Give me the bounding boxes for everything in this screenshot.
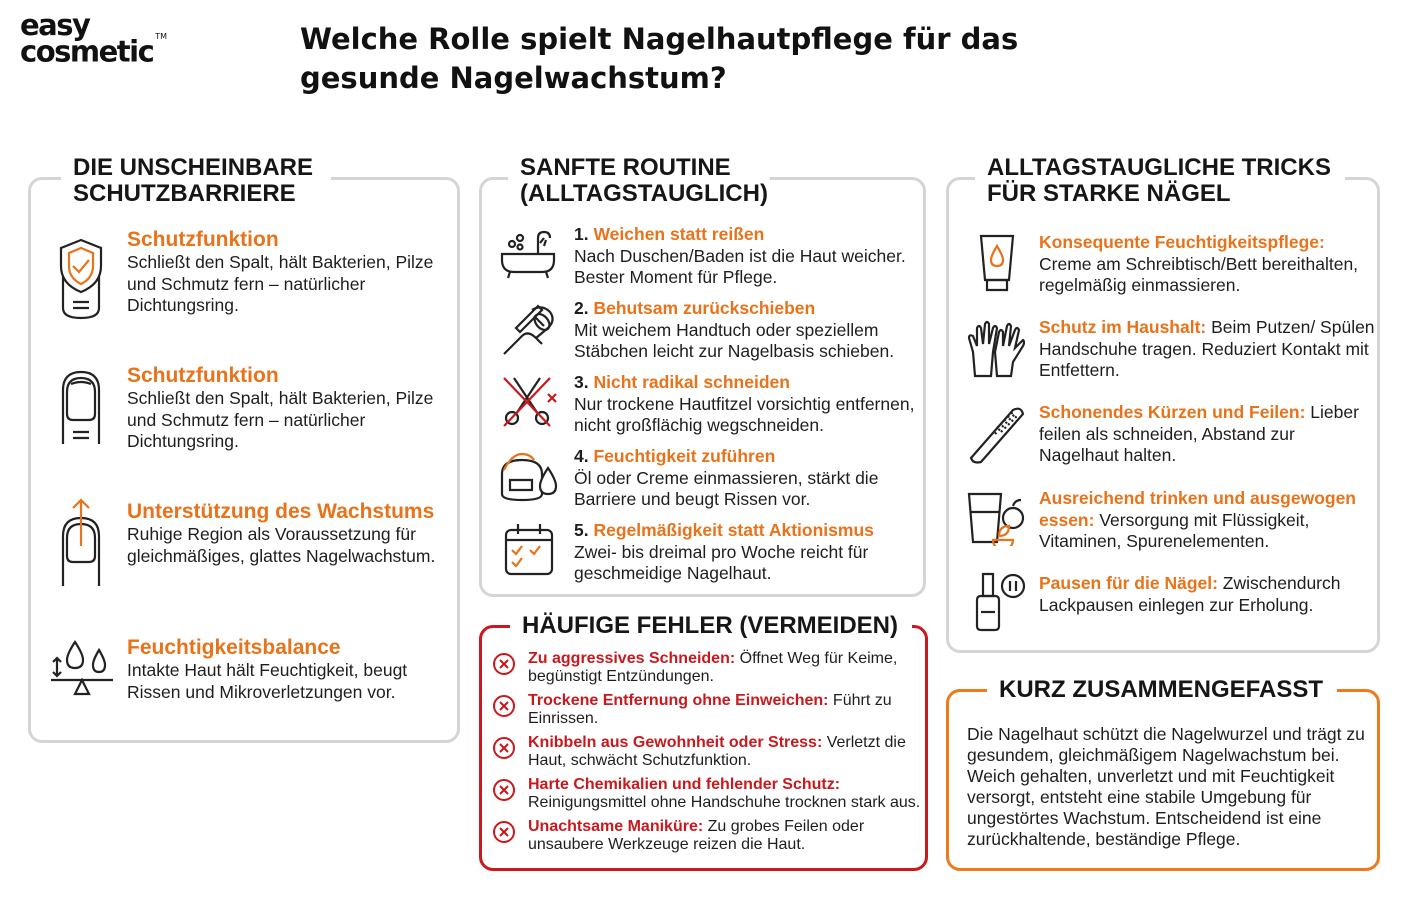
- tricks-heading: ALLTAGSTAUGLICHE TRICKS FÜR STARKE NÄGEL: [975, 155, 1345, 207]
- tricks-item-4-title: Ausreichend trinken und ausgewogen essen:: [1039, 488, 1356, 530]
- routine-step-5-text: Zwei- bis dreimal pro Woche reicht für geschmeidige Nagelhaut.: [574, 541, 869, 583]
- routine-step-2-text: Mit weichem Handtuch oder speziellem Stäbchen leicht zur Nagelbasis schieben.: [574, 319, 895, 361]
- polish-pause-icon: [969, 570, 1029, 632]
- easycosmetic-logo[interactable]: [20, 8, 168, 69]
- logo-trademark: TM: [155, 32, 168, 41]
- mistake-item-3-text: [528, 734, 928, 770]
- push-back-hand-icon: [498, 298, 558, 358]
- barrier-item-2-text: Schließt den Spalt, hält Bakterien, Pilze und Schmutz fern – natürlicher Dichtungsring.: [127, 388, 434, 451]
- summary-heading: KURZ ZUSAMMENGEFASST: [987, 677, 1337, 703]
- error-x-icon: [492, 820, 516, 844]
- mistake-item-3-title: Knibbeln aus Gewohnheit oder Stress:: [528, 734, 823, 751]
- routine-step-2-title: Behutsam zurückschieben: [593, 298, 816, 318]
- routine-step-5-number: 5.: [574, 520, 589, 540]
- mistake-item-1-text: [528, 650, 928, 686]
- calendar-check-icon: [502, 522, 556, 578]
- tricks-item-5-text: Zwischendurch Lackpausen einlegen zur Erholung.: [1039, 573, 1341, 615]
- tricks-item-2-text: Beim Putzen/ Spülen Handschuhe tragen. Reduziert Kontakt mit Entfettern.: [1039, 317, 1375, 380]
- nail-file-icon: [967, 404, 1027, 464]
- barrier-panel: [28, 154, 460, 743]
- cream-tube-icon: [977, 232, 1017, 294]
- fingertip-nail-icon: [53, 368, 109, 446]
- tricks-item-3: [1039, 402, 1379, 467]
- mistakes-panel: [479, 612, 928, 871]
- summary-panel: [946, 676, 1380, 871]
- tricks-item-1-text: Creme am Schreibtisch/Bett bereithalten, regelmäßig einmassieren.: [1039, 253, 1359, 295]
- tricks-item-4: [1039, 488, 1379, 553]
- routine-step-5-title: Regelmäßigkeit statt Aktionismus: [593, 520, 874, 540]
- barrier-item-1: [127, 228, 447, 317]
- crossed-scissors-icon: [500, 372, 560, 432]
- routine-step-3-number: 3.: [574, 372, 589, 392]
- mistake-item-5-title: Unachtsame Maniküre:: [528, 818, 704, 835]
- nail-growth-arrow-icon: [53, 496, 109, 588]
- tricks-item-1: [1039, 232, 1379, 297]
- routine-step-4-title: Feuchtigkeit zuführen: [593, 446, 776, 466]
- routine-step-1-title: Weichen statt reißen: [593, 224, 765, 244]
- mistake-item-4-desc: Reinigungsmittel ohne Handschuhe trocknen stark aus.: [528, 794, 921, 811]
- mistake-item-2-desc: Führt zu Einrissen.: [528, 692, 892, 727]
- mistakes-heading: HÄUFIGE FEHLER (VERMEIDEN): [510, 613, 912, 639]
- barrier-item-1-title: Schutzfunktion: [127, 228, 279, 251]
- barrier-item-4: [127, 636, 447, 703]
- barrier-item-3-text: Ruhige Region als Voraussetzung für gleichmäßiges, glattes Nagelwachstum.: [127, 524, 436, 566]
- routine-step-1-number: 1.: [574, 224, 589, 244]
- routine-heading: SANFTE ROUTINE (ALLTAGSTAUGLICH): [508, 155, 770, 207]
- tricks-item-2-title: Schutz im Haushalt:: [1039, 317, 1207, 337]
- routine-step-4: [574, 446, 919, 511]
- barrier-heading: DIE UNSCHEINBARE SCHUTZBARRIERE: [61, 155, 331, 207]
- moisture-balance-icon: [47, 636, 117, 702]
- routine-panel: [479, 154, 926, 597]
- bathtub-icon: [498, 224, 558, 284]
- mistake-item-3-desc: Verletzt die Haut, schwächt Schutzfunktion.: [528, 734, 906, 769]
- mistake-item-1-title: Zu aggressives Schneiden:: [528, 650, 736, 667]
- logo-line-2: [20, 32, 168, 69]
- tricks-item-2: [1039, 317, 1379, 382]
- routine-step-3-text: Nur trockene Hautfitzel vorsichtig entfernen, nicht großflächig wegschneiden.: [574, 393, 915, 435]
- barrier-item-4-title: Feuchtigkeitsbalance: [127, 636, 341, 659]
- page-title: Welche Rolle spielt Nagelhautpflege für das gesunde Nagelwachstum?: [300, 22, 1019, 95]
- barrier-item-4-text: Intakte Haut hält Feuchtigkeit, beugt Rissen und Mikroverletzungen vor.: [127, 660, 408, 702]
- tricks-panel: [946, 154, 1380, 653]
- mistake-item-2-title: Trockene Entfernung ohne Einweichen:: [528, 692, 829, 709]
- tricks-item-3-text: Lieber feilen als schneiden, Abstand zur Nagelhaut halten.: [1039, 402, 1359, 465]
- routine-step-4-text: Öl oder Creme einmassieren, stärkt die Barriere und beugt Rissen vor.: [574, 467, 879, 509]
- barrier-item-2-title: Schutzfunktion: [127, 364, 279, 387]
- routine-step-3: [574, 372, 919, 437]
- routine-step-2: [574, 298, 919, 363]
- barrier-item-1-text: Schließt den Spalt, hält Bakterien, Pilze und Schmutz fern – natürlicher Dichtungsring.: [127, 252, 434, 315]
- barrier-item-2: [127, 364, 447, 453]
- shield-finger-icon: [53, 236, 109, 320]
- water-glass-fruit-icon: [965, 490, 1027, 546]
- tricks-item-5: [1039, 573, 1379, 616]
- error-x-icon: [492, 778, 516, 802]
- cream-jar-drop-icon: [498, 448, 560, 504]
- tricks-item-3-title: Schonendes Kürzen und Feilen:: [1039, 402, 1306, 422]
- routine-step-1: [574, 224, 919, 289]
- logo-line-2-text: cosmetic: [20, 34, 154, 69]
- tricks-item-5-title: Pausen für die Nägel:: [1039, 573, 1218, 593]
- error-x-icon: [492, 694, 516, 718]
- mistake-item-1-desc: Öffnet Weg für Keime, begünstigt Entzündungen.: [528, 650, 898, 685]
- gloves-icon: [967, 318, 1025, 380]
- mistake-item-5-desc: Zu grobes Feilen oder unsaubere Werkzeuge reizen die Haut.: [528, 818, 865, 853]
- routine-step-2-number: 2.: [574, 298, 589, 318]
- mistake-item-4-text: [528, 776, 928, 812]
- logo-line-1: easy: [20, 8, 90, 42]
- error-x-icon: [492, 736, 516, 760]
- mistake-item-2-text: [528, 692, 928, 728]
- tricks-item-1-title: Konsequente Feuchtigkeitspflege:: [1039, 232, 1325, 252]
- mistake-item-4-title: Harte Chemikalien und fehlender Schutz:: [528, 776, 841, 793]
- error-x-icon: [492, 652, 516, 676]
- summary-text: Die Nagelhaut schützt die Nagelwurzel und trägt zu gesundem, gleichmäßigem Nagelwachstum bei. Weich gehalten, unverletzt und mit Feuchtigkeit versorgt, entsteht eine stabile Umgebung für ungestörtes Wachstum. Entscheidend ist eine zurückhaltende, beständige Pflege.: [967, 724, 1365, 849]
- tricks-item-4-text: Versorgung mit Flüssigkeit, Vitaminen, Spurenelementen.: [1039, 509, 1310, 551]
- routine-step-5: [574, 520, 919, 585]
- routine-step-3-title: Nicht radikal schneiden: [593, 372, 790, 392]
- routine-step-1-text: Nach Duschen/Baden ist die Haut weicher. Bester Moment für Pflege.: [574, 245, 906, 287]
- barrier-item-3-title: Unterstützung des Wachstums: [127, 500, 435, 523]
- mistake-item-5-text: [528, 818, 928, 854]
- barrier-item-3: [127, 500, 447, 567]
- routine-step-4-number: 4.: [574, 446, 589, 466]
